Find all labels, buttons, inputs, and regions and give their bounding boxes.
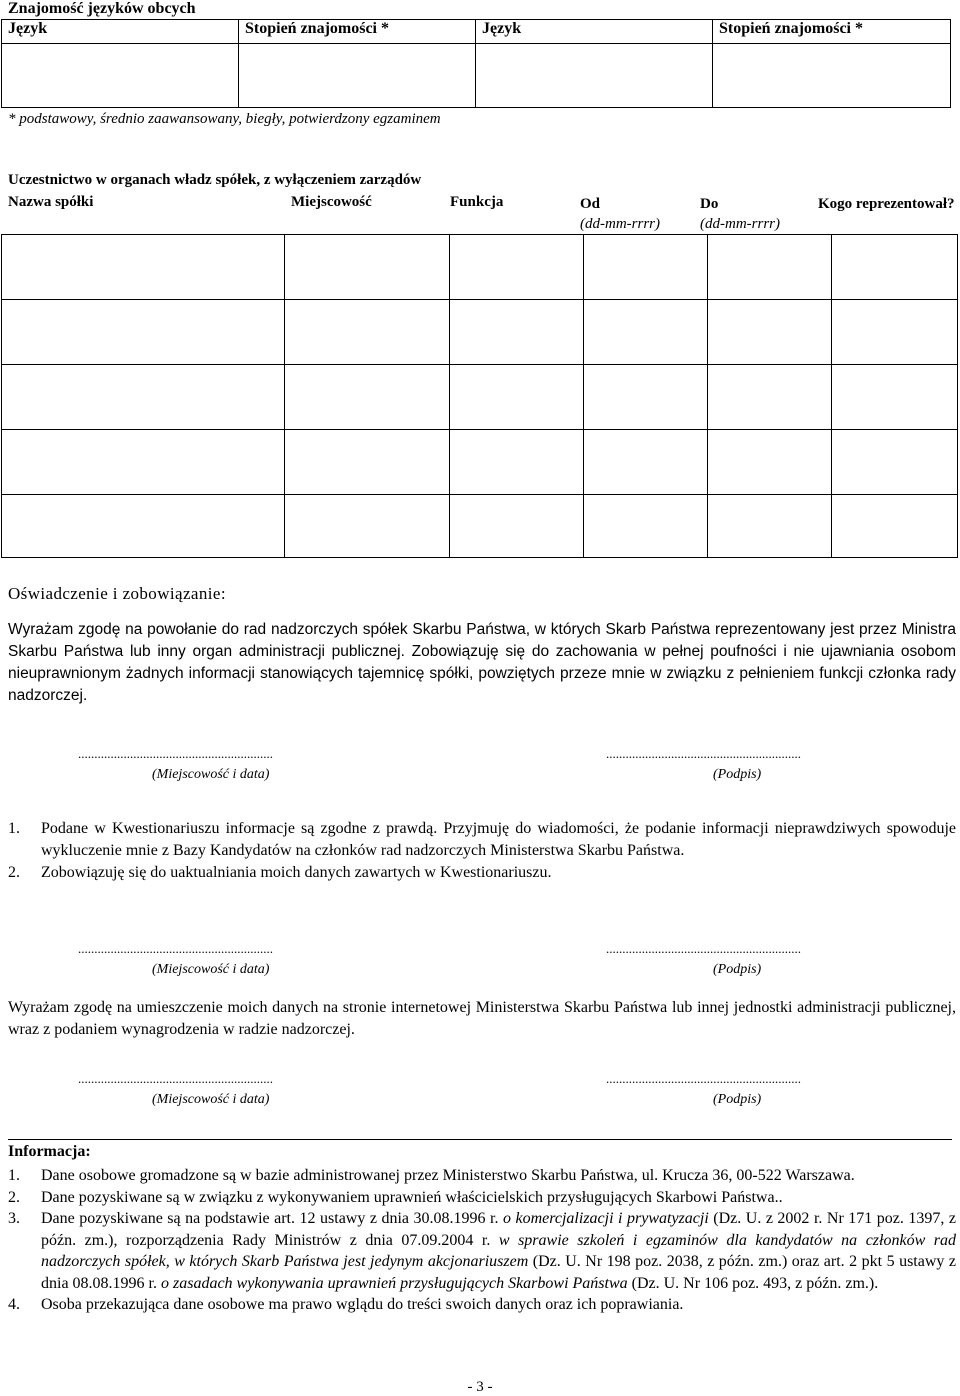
signature-dots-2[interactable]: ............................................................ [606,941,801,956]
info-item-3-act-title-2: w sprawie szkoleń i egzaminów dla kandydatów na członków rad nadzorczych spółek, w których Skarb Państwa jest jedynym akcjonariuszem [41,1231,956,1270]
boards-col-represented: Kogo reprezentował? [818,196,955,212]
boards-cell[interactable] [2,300,285,365]
languages-cell-level-1[interactable] [239,44,476,108]
declaration-heading: Oświadczenie i zobowiązanie: [8,584,226,603]
info-item-4-number: 4. [8,1296,20,1313]
info-item-3-text-c: (Dz. U. z 2002 r. Nr 171 poz. 1397, z późn. zm.), rozporządzenia Rady Ministrów z dnia 07.09.2004 r. [41,1210,957,1249]
info-item-3-text-a: Dane pozyskiwane są na podstawie art. 12 ustawy z dnia 30.08.1996 r. [41,1210,503,1227]
boards-cell[interactable] [584,300,708,365]
boards-cell[interactable] [450,365,584,430]
boards-cell[interactable] [832,300,958,365]
languages-cell-language-1[interactable] [2,44,239,108]
place-date-label-3: (Miejscowość i data) [152,1092,270,1107]
boards-cell[interactable] [584,235,708,300]
boards-col-from-format: (dd-mm-rrrr) [580,216,660,232]
place-date-dots-2[interactable]: ............................................................ [78,941,273,956]
signature-dots-3[interactable]: ............................................................ [606,1071,801,1086]
boards-col-from-label: Od [580,196,601,212]
info-item-3-text-e: (Dz. U. Nr 198 poz. 2038, z późn. zm.) oraz art. 2 pkt 5 ustawy z dnia 08.08.1996 r. [41,1253,956,1292]
languages-table [1,19,951,108]
boards-cell[interactable] [832,235,958,300]
boards-cell[interactable] [450,495,584,558]
boards-col-to-label: Do [700,196,719,212]
info-item-2-text: Dane pozyskiwane są w związku z wykonywaniem uprawnień właścicielskich przysługujących Skarbowi Państwa.. [41,1188,783,1206]
boards-cell[interactable] [708,300,832,365]
declaration-text-confidentiality: Zobowiązuję się do zachowania w pełnej poufności i nie ujawniania osobom nieuprawnionym żadnych informacji stanowiących tajemnicę spółki, powziętych przeze mnie w związku z pełnieniem funkcji członka rady nadzorczej. [8,643,956,704]
boards-cell[interactable] [2,365,285,430]
info-item-4 [8,1294,956,1316]
boards-col-to [700,194,780,234]
boards-col-city: Miejscowość [291,194,372,210]
boards-cell[interactable] [584,495,708,558]
info-item-3-text-g: (Dz. U. Nr 106 poz. 493, z późn. zm.). [627,1274,879,1292]
languages-title: Znajomość języków obcych [8,0,196,17]
info-item-3-act-title-3: o zasadach wykonywania uprawnień przysługujących Skarbowi Państwa [161,1274,628,1292]
boards-cell[interactable] [708,235,832,300]
languages-col-level-1: Stopień znajomości * [239,20,476,44]
info-item-2 [8,1187,956,1209]
boards-table [1,234,958,558]
info-item-4-text: Osoba przekazująca dane osobowe ma prawo wglądu do treści swoich danych oraz ich poprawiania. [41,1296,684,1313]
signature-dots[interactable]: ............................................................ [606,746,801,761]
boards-cell[interactable] [832,495,958,558]
boards-cell[interactable] [285,495,450,558]
boards-cell[interactable] [832,365,958,430]
signature-label: (Podpis) [713,767,762,782]
boards-col-to-format: (dd-mm-rrrr) [700,216,780,232]
boards-cell[interactable] [584,430,708,495]
boards-col-company: Nazwa spółki [8,194,94,210]
publication-consent: Wyrażam zgodę na umieszczenie moich danych na stronie internetowej Ministerstwa Skarbu Państwa lub innej jednostki administracji publicznej, wraz z podaniem wynagrodzenia w radzie nadzorczej. [8,999,956,1038]
signature-label-2: (Podpis) [713,962,762,977]
boards-cell[interactable] [285,235,450,300]
boards-cell[interactable] [708,430,832,495]
signature-label-3: (Podpis) [713,1092,762,1107]
languages-col-language-2: Język [476,20,713,44]
info-item-1-text: Dane osobowe gromadzone są w bazie administrowanej przez Ministerstwo Skarbu Państwa, ul. Krucza 36, 00-522 Warszawa. [41,1167,855,1184]
statement-2 [8,862,956,884]
boards-cell[interactable] [450,300,584,365]
statement-2-text: Zobowiązuję się do uaktualniania moich danych zawartych w Kwestionariuszu. [41,864,552,881]
boards-cell[interactable] [2,495,285,558]
section-divider [8,1139,952,1140]
statement-1-consequence: Przyjmuję do wiadomości, że podanie informacji nieprawdziwych spowoduje wykluczenie mnie z Bazy Kandydatów na członków rad nadzorczych Ministerstwa Skarbu Państwa. [41,820,957,859]
boards-cell[interactable] [285,300,450,365]
info-item-1 [8,1165,956,1187]
statement-1-truth: Podane w Kwestionariuszu informacje są zgodne z prawdą. [41,820,438,837]
boards-cell[interactable] [2,235,285,300]
languages-cell-level-2[interactable] [713,44,951,108]
boards-title: Uczestnictwo w organach władz spółek, z wyłączeniem zarządów [8,172,422,188]
info-item-1-number: 1. [8,1167,20,1184]
info-list [8,1165,956,1316]
languages-col-language-1: Język [2,20,239,44]
info-heading: Informacja: [8,1143,91,1160]
boards-cell[interactable] [2,430,285,495]
boards-cell[interactable] [708,365,832,430]
languages-col-level-2: Stopień znajomości * [713,20,951,44]
place-date-label: (Miejscowość i data) [152,767,270,782]
statement-1 [8,818,956,862]
boards-col-function: Funkcja [450,194,504,210]
boards-cell[interactable] [285,365,450,430]
boards-cell[interactable] [450,430,584,495]
statements [8,818,956,884]
boards-cell[interactable] [832,430,958,495]
boards-cell[interactable] [285,430,450,495]
place-date-dots-3[interactable]: ............................................................ [78,1071,273,1086]
declaration-paragraph [8,619,956,707]
boards-cell[interactable] [584,365,708,430]
boards-cell[interactable] [450,235,584,300]
info-items [8,1165,956,1316]
statement-1-number: 1. [8,820,20,837]
declaration-text-consent: Wyrażam zgodę na powołanie do rad nadzorczych spółek Skarbu Państwa, w których Skarb Państwa reprezentowany jest przez Ministra Skarbu Państwa lub inny organ administracji publicznej. [8,621,956,660]
info-item-2-number: 2. [8,1188,20,1206]
boards-cell[interactable] [708,495,832,558]
boards-col-from [580,194,660,234]
statement-2-number: 2. [8,864,20,881]
page-number: - 3 - [467,1379,493,1395]
info-item-3 [8,1208,956,1294]
place-date-label-2: (Miejscowość i data) [152,962,270,977]
info-item-3-act-title-1: o komercjalizacji i prywatyzacji [502,1210,709,1227]
languages-footnote: * podstawowy, średnio zaawansowany, biegły, potwierdzony egzaminem [8,111,441,127]
languages-cell-language-2[interactable] [476,44,713,108]
place-date-dots[interactable]: ............................................................ [78,746,273,761]
info-item-3-number: 3. [8,1210,20,1227]
